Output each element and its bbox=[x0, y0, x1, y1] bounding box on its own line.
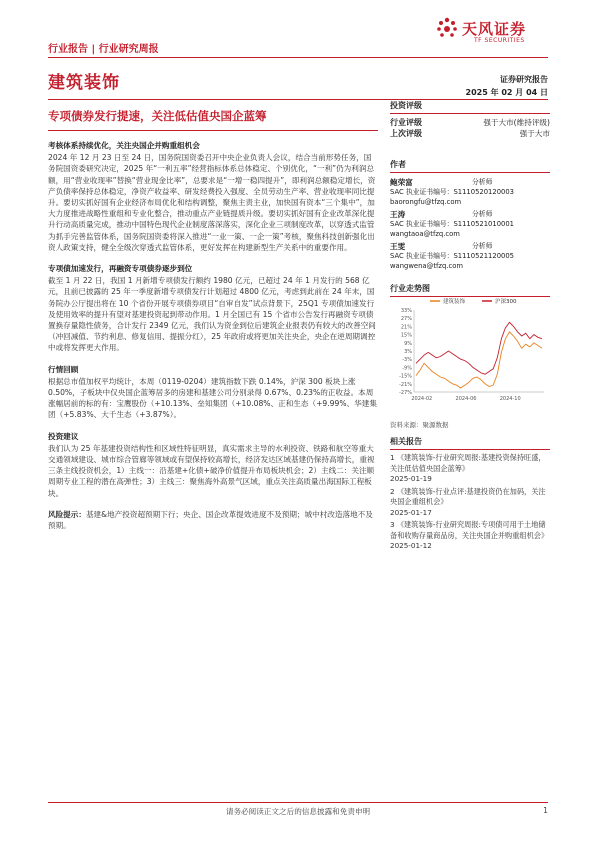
related-report-item[interactable] bbox=[390, 487, 550, 519]
series-line bbox=[416, 322, 542, 374]
author-card bbox=[390, 209, 550, 239]
report-date: 2025 年 02 月 04 日 bbox=[465, 88, 548, 97]
rating-row bbox=[390, 117, 550, 128]
related-report-date: 2025-01-17 bbox=[390, 507, 432, 517]
brand-name-en: TF SECURITIES bbox=[474, 37, 525, 44]
author-email[interactable]: baorongfu@tfzq.com bbox=[390, 197, 462, 206]
page-title: 专项债券发行提速，关注低估值央国企蓝筹 bbox=[48, 109, 267, 123]
y-tick-label: -27% bbox=[399, 390, 412, 396]
rating-label: 上次评级 bbox=[390, 129, 422, 138]
author-role: 分析师 bbox=[472, 242, 493, 250]
x-tick-label: 2024-06 bbox=[455, 396, 477, 402]
breadcrumb: 行业报告 | 行业研究周报 bbox=[48, 44, 159, 55]
section-heading: 行情回顾 bbox=[48, 364, 79, 374]
rating-row bbox=[390, 128, 550, 139]
y-tick-label: -21% bbox=[399, 381, 412, 388]
header-divider bbox=[48, 57, 548, 58]
section-text: 2024 年 12 月 23 日至 24 日，国务院国资委召开中央企业负责人会议，结合当前形势任务，国务院国资委研究决定，2025 年“一利五率”经营指标体系总体稳定、个别优化，“一利”仍为利润总额，用“营业收现率”替换“营业现金比率”，总要求是“一增一稳四提升”，即利润总额稳定增长，资产负债率保持总体稳定，净资产收益率、研发经费投入强度、全员劳动生产率、营业收现率同比提升。要切实抓好国有企业经济布局优化和结构调整，聚焦主责主业，加快国有资本“三个集中”，加大力度推进战略性重组和专业化整合，推动重点产业链提质升级。要切实抓好国有企业改革深化提升行动高质量完成，推动中国特色现代企业制度落深落实，深化企业三项制度改革，以穿透式监管为抓手完善监管体系，国务院国资委将深入推进“一业一策、一企一策”考核，聚焦科技创新强化出资人政策支持，健全全级次穿透式监管体系，更好发挥在构建新型生产关系中的重要作用。 bbox=[48, 153, 376, 252]
sector-title: 建筑装饰 bbox=[48, 73, 120, 93]
legend-label: 沪深300 bbox=[495, 299, 517, 305]
risk-warning bbox=[48, 509, 378, 531]
authors-divider bbox=[390, 172, 550, 173]
page-number: 1 bbox=[543, 806, 548, 815]
section-heading: 专项债加速发行，再融资专项债券逐步到位 bbox=[48, 264, 193, 274]
related-title: 相关报告 bbox=[390, 437, 422, 446]
rating-value: 强于大市 bbox=[519, 129, 550, 138]
y-tick-label: 3% bbox=[404, 349, 412, 355]
risk-label: 风险提示： bbox=[48, 509, 86, 519]
author-email[interactable]: wangwena@tfzq.com bbox=[390, 261, 463, 270]
author-cert: SAC 执业证书编号：S1110521120005 bbox=[390, 252, 514, 260]
y-tick-label: 33% bbox=[400, 308, 412, 314]
brand-logo-icon bbox=[436, 17, 458, 39]
y-tick-label: -3% bbox=[402, 357, 412, 364]
section-heading: 投资建议 bbox=[48, 431, 79, 441]
series-line bbox=[416, 332, 542, 388]
rating-label: 行业评级 bbox=[390, 118, 422, 127]
author-role: 分析师 bbox=[472, 178, 493, 186]
report-type: 证券研究报告 bbox=[500, 75, 548, 84]
y-tick-label: 27% bbox=[400, 316, 412, 323]
author-card bbox=[390, 177, 550, 207]
author-name: 王涛 bbox=[390, 210, 406, 219]
related-divider bbox=[390, 449, 550, 450]
related-report-item[interactable] bbox=[390, 520, 550, 552]
footer-disclaimer: 请务必阅读正文之后的信息披露和免责申明 bbox=[225, 807, 371, 816]
related-report-link[interactable]: 1 《建筑装饰-行业研究周报:基建投资保持旺盛，关注低估值央国企蓝筹》 bbox=[390, 453, 546, 473]
y-tick-label: -9% bbox=[402, 365, 412, 372]
trend-title: 行业走势图 bbox=[390, 284, 430, 293]
y-tick-label: -15% bbox=[399, 373, 412, 380]
related-reports bbox=[390, 436, 550, 554]
section-text: 根据总市值加权平均统计，本周（0119-0204）建筑指数下跌 0.14%，沪深 300 板块上涨 0.50%，子板块中仅央国企蓝筹居多的房建和基建公司分别录得 0.67%、0.23%的正收益。本周涨幅居前的标的有：宝鹰股份（+10.13%、垒知集团（+10.08%、正和生态（+9.99%、华建集团（+5.83%、大千生态（+3.87%）。 bbox=[48, 376, 377, 420]
section-text: 截至 1 月 22 日，我国 1 月新增专项债发行额约 1980 亿元，已超过 24 年 1 月发行的 568 亿元，且前已披露的 25 年一季度新增专项债发行计划超过 4800 亿元，考虑到此前在 24 年末，国务院办公厅提出将在 10 个省份开展专项债券项目“自审自发”试点背景下，25Q1 专项债加速发行及使用效率的提升有望对基建投资起到带动作用。1 月全国已有 15 个省市公告发行再融资专项债置换存量隐性债务，合计发行 2349 亿元，我们认为资金到位后建筑企业报表仍有较大的改善空间（冲回减值、节约利息、修复信用、提振分红），25 年政府或将更加关注央企，央企在逆周期调控中或将发挥更大作用。 bbox=[48, 276, 376, 353]
related-report-date: 2025-01-19 bbox=[390, 474, 432, 483]
related-report-link[interactable]: 3 《建筑装饰-行业研究周报:专项债可用于土地储备和收购存量商品房，关注央国企并购重组机会》 bbox=[390, 520, 549, 540]
authors-title: 作者 bbox=[390, 160, 406, 169]
trend-chart-svg bbox=[390, 296, 548, 408]
author-name: 王雯 bbox=[390, 242, 406, 251]
brand-name: 天风证券 bbox=[462, 20, 527, 38]
author-email[interactable]: wangtaoa@tfzq.com bbox=[390, 229, 460, 238]
author-card bbox=[390, 241, 550, 271]
related-report-item[interactable] bbox=[390, 453, 550, 485]
related-report-date: 2025-01-12 bbox=[390, 541, 432, 550]
legend-label: 建筑装饰 bbox=[443, 299, 466, 305]
author-cert: SAC 执业证书编号：S1110521010001 bbox=[390, 220, 514, 228]
y-tick-label: 15% bbox=[400, 332, 412, 339]
rating-value: 强于大市(维持评级) bbox=[483, 118, 550, 127]
section-text: 我们认为 25 年基建投资结构性和区域性特征明显，真实需求主导的水利投资、铁路和航空等重大交通领域建设、城市综合管廊等领域或有望保持较高增长，经济发达区域基建仍保持高增长，重视三条主线投资机会，1）主线一：沿基建+化债+破净价值提升布局板块机会；2）主线二：关注顺周期专业工程的潜在高弹性；3）主线三：聚焦海外高景气区域，重点关注高质量出海国际工程板块。 bbox=[48, 443, 375, 498]
rating-divider bbox=[390, 113, 550, 114]
author-name: 鲍荣富 bbox=[390, 178, 413, 187]
section-heading: 考核体系持续优化，关注央国企并购重组机会 bbox=[48, 141, 200, 150]
author-role: 分析师 bbox=[472, 210, 493, 218]
author-cert: SAC 执业证书编号：S1110520120003 bbox=[390, 188, 514, 196]
chart-source: 资料来源：聚源数据 bbox=[390, 421, 449, 429]
trend-chart bbox=[390, 296, 548, 408]
sidebar bbox=[390, 100, 550, 297]
y-tick-label: 9% bbox=[404, 340, 412, 347]
x-tick-label: 2024-02 bbox=[411, 396, 433, 402]
title-underline bbox=[48, 130, 378, 131]
risk-text: 基建&地产投资超预期下行；央企、国企改革提效进度不及预期；城中村改造落地不及预期。 bbox=[48, 509, 373, 531]
y-tick-label: 21% bbox=[400, 324, 412, 331]
rating-title: 投资评级 bbox=[390, 101, 422, 110]
related-report-link[interactable]: 2 《建筑装饰-行业点评:基建投资仍在加码，关注央国企重组机会》 bbox=[390, 486, 546, 506]
x-tick-label: 2024-10 bbox=[499, 396, 521, 402]
report-body bbox=[48, 140, 378, 541]
footer-divider bbox=[48, 802, 548, 803]
